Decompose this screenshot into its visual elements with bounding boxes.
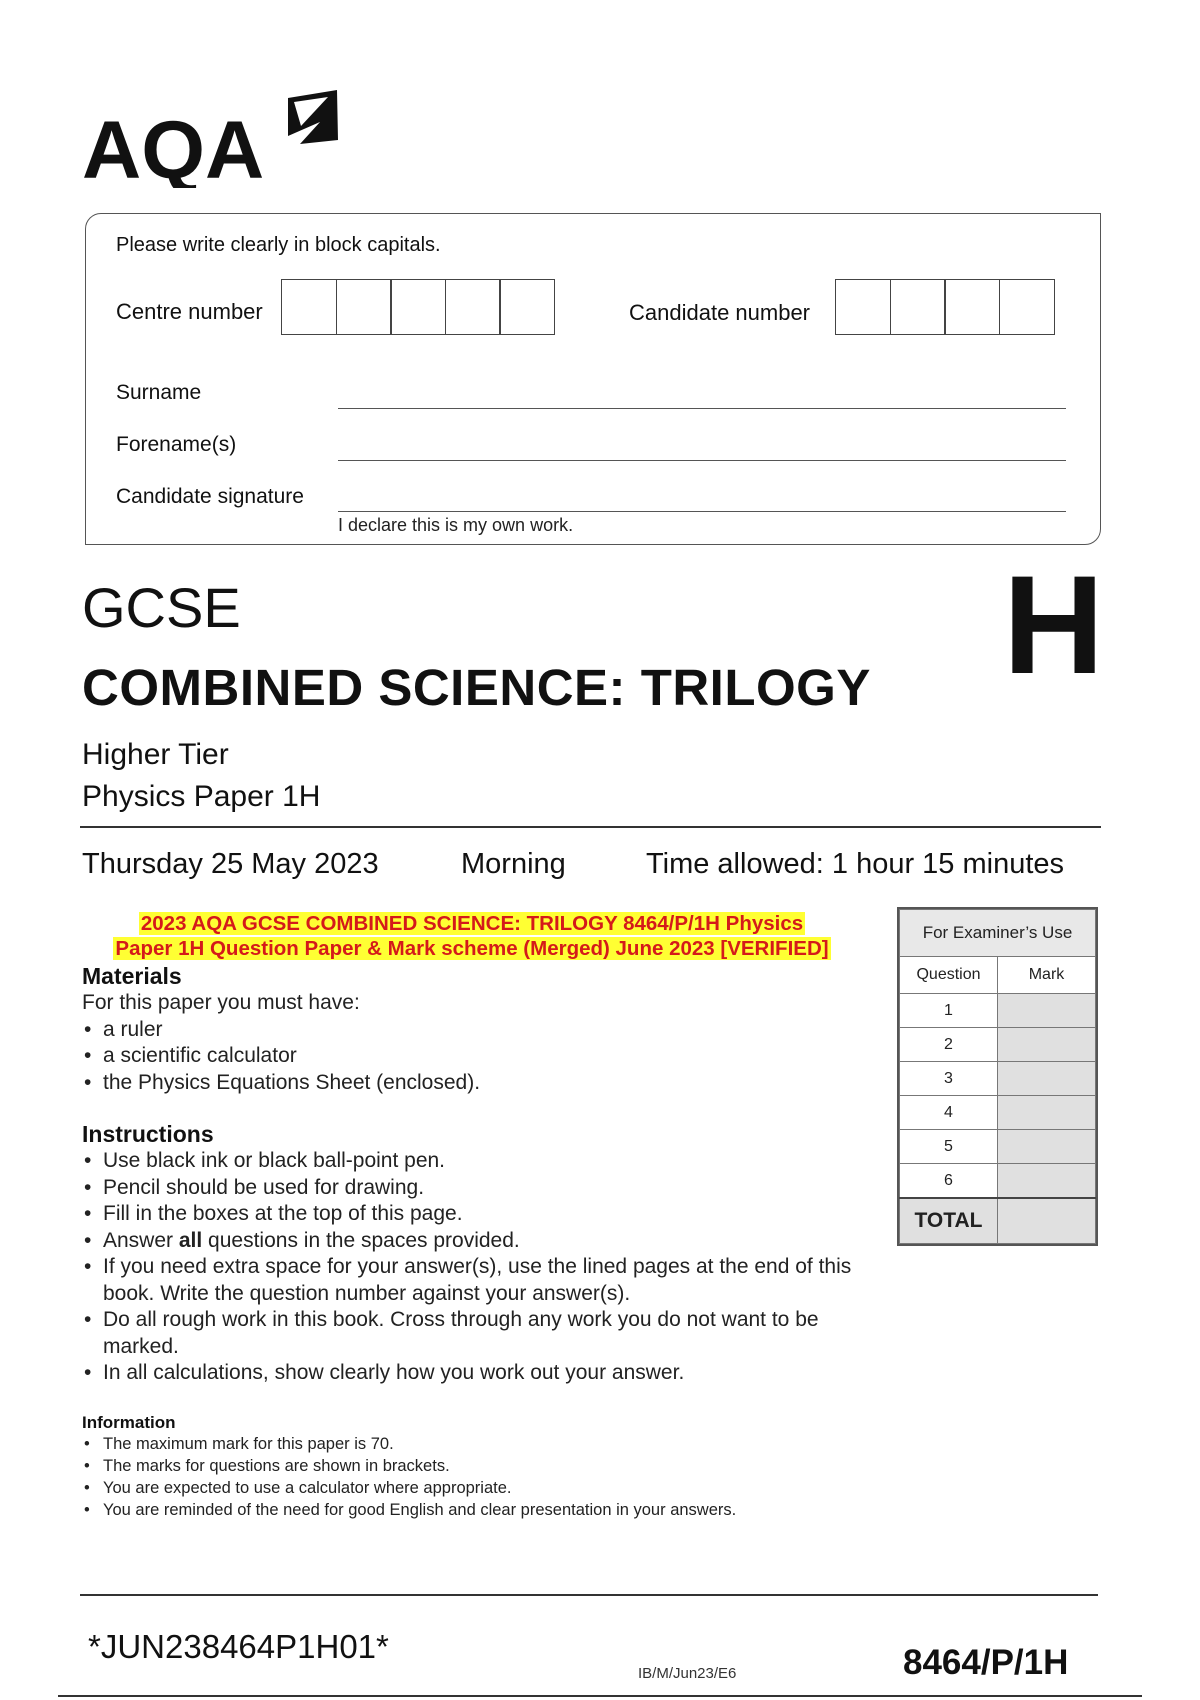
candidate-digit-box[interactable] bbox=[999, 279, 1055, 335]
list-item: • Fill in the boxes at the top of this page. bbox=[82, 1201, 872, 1228]
logo-text: AQA bbox=[82, 105, 265, 188]
qualification-level: GCSE bbox=[82, 576, 241, 639]
forename-field[interactable] bbox=[338, 460, 1066, 461]
question-number: 3 bbox=[900, 1062, 998, 1096]
list-item: • The marks for questions are shown in brackets. bbox=[82, 1455, 902, 1477]
barcode-text: *JUN238464P1H01* bbox=[88, 1628, 389, 1665]
materials-intro: For this paper you must have: bbox=[82, 991, 360, 1014]
instructions-section bbox=[82, 1121, 872, 1387]
candidate-number-label: Candidate number bbox=[629, 300, 811, 325]
list-item bbox=[82, 1228, 872, 1255]
instructions-title: Instructions bbox=[82, 1121, 214, 1147]
aqa-logo bbox=[82, 88, 352, 188]
list-item: • Do all rough work in this book. Cross through any work you do not want to be marked. bbox=[82, 1307, 872, 1360]
tier-letter: H bbox=[1003, 546, 1105, 703]
paper-name: Physics Paper 1H bbox=[82, 780, 321, 813]
surname-field[interactable] bbox=[338, 408, 1066, 409]
document-banner bbox=[82, 911, 862, 961]
divider bbox=[80, 826, 1101, 828]
logo-mark-icon bbox=[288, 90, 338, 144]
answer-tail: questions in the spaces provided. bbox=[202, 1228, 520, 1252]
signature-field[interactable] bbox=[338, 511, 1066, 512]
reference-code: IB/M/Jun23/E6 bbox=[638, 1665, 737, 1682]
total-mark-cell bbox=[998, 1198, 1096, 1244]
mark-cell bbox=[998, 1096, 1096, 1130]
total-label: TOTAL bbox=[900, 1198, 998, 1244]
declaration-text: I declare this is my own work. bbox=[338, 515, 574, 535]
tier-name: Higher Tier bbox=[82, 738, 229, 771]
list-item: • a ruler bbox=[82, 1017, 882, 1044]
subject-title: COMBINED SCIENCE: TRILOGY bbox=[82, 659, 871, 716]
mark-cell bbox=[998, 1164, 1096, 1199]
candidate-digit-box[interactable] bbox=[835, 279, 891, 335]
forename-label: Forename(s) bbox=[116, 433, 237, 456]
instructions-list bbox=[82, 1148, 872, 1387]
list-item: • In all calculations, show clearly how you work out your answer. bbox=[82, 1360, 872, 1387]
examiner-table-title: For Examiner’s Use bbox=[900, 910, 1096, 957]
answer-emphasis: all bbox=[178, 1228, 203, 1252]
mark-cell bbox=[998, 1062, 1096, 1096]
list-item: • You are expected to use a calculator where appropriate. bbox=[82, 1477, 902, 1499]
list-item: • If you need extra space for your answer(s), use the lined pages at the end of this book. Write the question number against your answer(s). bbox=[82, 1254, 872, 1307]
list-item: • the Physics Equations Sheet (enclosed). bbox=[82, 1070, 882, 1097]
mark-column-header: Mark bbox=[998, 957, 1096, 994]
mark-cell bbox=[998, 1130, 1096, 1164]
centre-digit-box[interactable] bbox=[336, 279, 392, 335]
paper-code: 8464/P/1H bbox=[903, 1643, 1069, 1682]
list-item: • You are reminded of the need for good English and clear presentation in your answers. bbox=[82, 1499, 902, 1521]
question-number: 6 bbox=[900, 1164, 998, 1199]
bottom-border bbox=[58, 1695, 1142, 1697]
materials-title: Materials bbox=[82, 963, 182, 989]
exam-date: Thursday 25 May 2023 bbox=[82, 848, 379, 880]
centre-digit-box[interactable] bbox=[390, 279, 446, 335]
exam-session: Morning bbox=[461, 848, 566, 880]
question-number: 4 bbox=[900, 1096, 998, 1130]
information-section bbox=[82, 1413, 902, 1521]
question-column-header: Question bbox=[900, 957, 998, 994]
question-number: 2 bbox=[900, 1028, 998, 1062]
centre-digit-box[interactable] bbox=[281, 279, 337, 335]
mark-cell bbox=[998, 994, 1096, 1028]
candidate-digit-box[interactable] bbox=[944, 279, 1000, 335]
centre-digit-box[interactable] bbox=[499, 279, 555, 335]
banner-line-1: 2023 AQA GCSE COMBINED SCIENCE: TRILOGY 8464/P/1H Physics bbox=[140, 912, 804, 935]
materials-section bbox=[82, 963, 882, 1096]
question-number: 1 bbox=[900, 994, 998, 1028]
list-item: • The maximum mark for this paper is 70. bbox=[82, 1433, 902, 1455]
centre-digit-box[interactable] bbox=[445, 279, 501, 335]
surname-label: Surname bbox=[116, 381, 202, 404]
list-item: • Use black ink or black ball-point pen. bbox=[82, 1148, 872, 1175]
question-number: 5 bbox=[900, 1130, 998, 1164]
information-list bbox=[82, 1433, 902, 1521]
list-item: • a scientific calculator bbox=[82, 1043, 882, 1070]
time-allowed: Time allowed: 1 hour 15 minutes bbox=[646, 848, 1065, 880]
examiner-use-table bbox=[897, 907, 1098, 1246]
answer-lead: Answer bbox=[103, 1228, 179, 1252]
candidate-digit-box[interactable] bbox=[890, 279, 946, 335]
list-item: • Pencil should be used for drawing. bbox=[82, 1175, 872, 1202]
centre-number-boxes[interactable] bbox=[281, 279, 555, 335]
aqa-logo-icon bbox=[82, 88, 352, 188]
information-title: Information bbox=[82, 1413, 176, 1432]
banner-line-2: Paper 1H Question Paper & Mark scheme (Merged) June 2023 [VERIFIED] bbox=[115, 937, 829, 960]
mark-cell bbox=[998, 1028, 1096, 1062]
centre-number-label: Centre number bbox=[116, 299, 263, 324]
materials-list bbox=[82, 1017, 882, 1097]
candidate-number-boxes[interactable] bbox=[835, 279, 1055, 335]
footer-divider bbox=[80, 1594, 1098, 1596]
block-capitals-instruction: Please write clearly in block capitals. bbox=[116, 234, 441, 256]
signature-label: Candidate signature bbox=[116, 485, 304, 508]
